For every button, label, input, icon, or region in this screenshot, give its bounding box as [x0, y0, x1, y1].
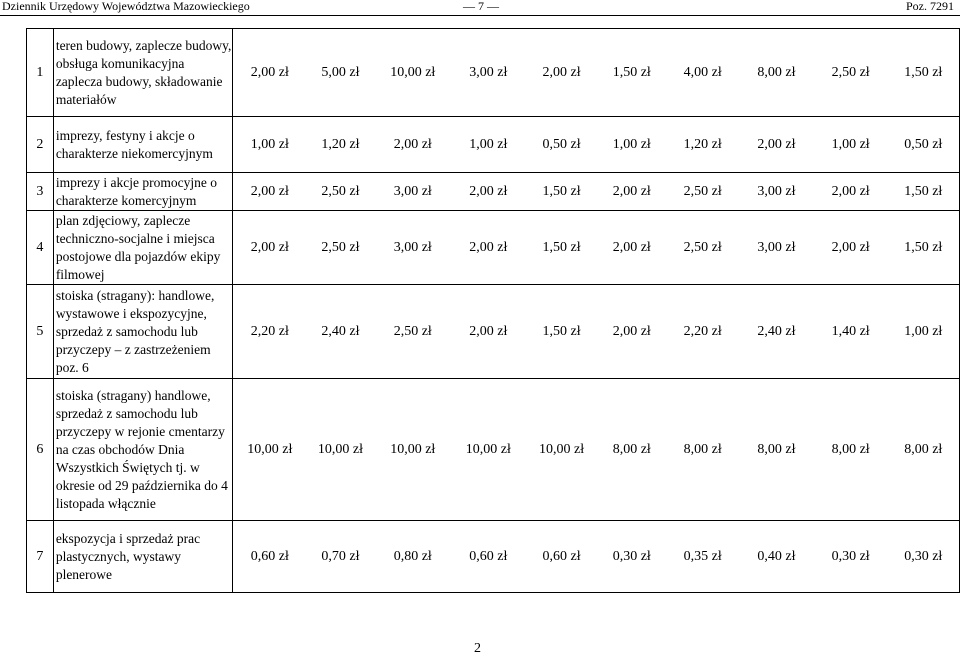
rate-cell: 1,40 zł [814, 285, 888, 379]
rate-cell: 8,00 zł [814, 379, 888, 521]
rate-cell: 2,40 zł [739, 285, 814, 379]
rate-cell: 1,50 zł [597, 29, 666, 117]
rate-cell: 1,20 zł [306, 117, 375, 173]
row-number: 6 [27, 379, 54, 521]
journal-title: Dziennik Urzędowy Województwa Mazowieckiego [2, 0, 250, 13]
rate-cell: 2,50 zł [306, 173, 375, 211]
rate-cell: 2,00 zł [597, 173, 666, 211]
rate-cell: 8,00 zł [739, 29, 814, 117]
row-number: 2 [27, 117, 54, 173]
rates-table [26, 28, 960, 593]
rate-cell: 5,00 zł [306, 29, 375, 117]
position-number: Poz. 7291 [906, 0, 954, 13]
rate-cell: 0,30 zł [597, 521, 666, 593]
page-header [0, 0, 960, 16]
rate-cell: 0,30 zł [814, 521, 888, 593]
rate-cell: 1,00 zł [814, 117, 888, 173]
row-number: 1 [27, 29, 54, 117]
row-description: imprezy, festyny i akcje o charakterze niekomercyjnym [53, 117, 233, 173]
rate-cell: 1,50 zł [526, 173, 597, 211]
rate-cell: 8,00 zł [597, 379, 666, 521]
page-number-header: — 7 — [463, 0, 499, 13]
rate-cell: 2,00 zł [814, 211, 888, 285]
rate-cell: 0,35 zł [666, 521, 739, 593]
rate-cell: 10,00 zł [375, 29, 451, 117]
rate-cell: 2,00 zł [451, 211, 526, 285]
rate-cell: 1,50 zł [888, 211, 960, 285]
rate-cell: 0,60 zł [451, 521, 526, 593]
rate-cell: 3,00 zł [375, 211, 451, 285]
table-row [27, 285, 960, 379]
page-footer-number: 2 [474, 641, 481, 656]
rate-cell: 10,00 zł [306, 379, 375, 521]
rate-cell: 10,00 zł [233, 379, 306, 521]
rate-cell: 2,00 zł [597, 285, 666, 379]
rate-cell: 1,00 zł [597, 117, 666, 173]
rate-cell: 2,50 zł [375, 285, 451, 379]
table-row [27, 29, 960, 117]
rate-cell: 0,50 zł [526, 117, 597, 173]
rate-cell: 2,00 zł [375, 117, 451, 173]
rate-cell: 0,60 zł [526, 521, 597, 593]
rate-cell: 8,00 zł [666, 379, 739, 521]
table-row [27, 173, 960, 211]
rate-cell: 2,00 zł [814, 173, 888, 211]
rate-cell: 0,60 zł [233, 521, 306, 593]
table-row [27, 117, 960, 173]
row-description: stoiska (stragany) handlowe, sprzedaż z samochodu lub przyczepy w rejonie cmentarzy na czas obchodów Dnia Wszystkich Świętych tj. w okresie od 29 października do 4 listopada włącznie [53, 379, 233, 521]
table-row [27, 211, 960, 285]
rate-cell: 1,50 zł [888, 29, 960, 117]
rate-cell: 2,00 zł [451, 285, 526, 379]
rate-cell: 0,80 zł [375, 521, 451, 593]
rate-cell: 2,50 zł [814, 29, 888, 117]
rate-cell: 1,50 zł [526, 285, 597, 379]
rate-cell: 3,00 zł [375, 173, 451, 211]
row-number: 5 [27, 285, 54, 379]
rate-cell: 3,00 zł [739, 211, 814, 285]
rate-cell: 2,00 zł [739, 117, 814, 173]
rate-cell: 3,00 zł [739, 173, 814, 211]
rate-cell: 2,00 zł [233, 173, 306, 211]
rate-cell: 10,00 zł [375, 379, 451, 521]
table-row [27, 379, 960, 521]
rate-cell: 2,00 zł [597, 211, 666, 285]
rate-cell: 0,30 zł [888, 521, 960, 593]
row-number: 3 [27, 173, 54, 211]
rate-cell: 1,20 zł [666, 117, 739, 173]
rate-cell: 1,50 zł [888, 173, 960, 211]
table-row [27, 521, 960, 593]
rate-cell: 0,40 zł [739, 521, 814, 593]
rate-cell: 2,20 zł [666, 285, 739, 379]
row-description: teren budowy, zaplecze budowy, obsługa komunikacyjna zaplecza budowy, składowanie materiałów [53, 29, 233, 117]
rate-cell: 2,20 zł [233, 285, 306, 379]
row-description: stoiska (stragany): handlowe, wystawowe i ekspozycyjne, sprzedaż z samochodu lub przyczepy – z zastrzeżeniem poz. 6 [53, 285, 233, 379]
row-description: ekspozycja i sprzedaż prac plastycznych, wystawy plenerowe [53, 521, 233, 593]
rate-cell: 1,50 zł [526, 211, 597, 285]
rate-cell: 2,00 zł [233, 29, 306, 117]
row-number: 7 [27, 521, 54, 593]
rate-cell: 8,00 zł [888, 379, 960, 521]
rate-cell: 0,70 zł [306, 521, 375, 593]
rate-cell: 2,00 zł [526, 29, 597, 117]
rate-cell: 2,50 zł [666, 173, 739, 211]
row-description: imprezy i akcje promocyjne o charakterze komercyjnym [53, 173, 233, 211]
rate-cell: 2,40 zł [306, 285, 375, 379]
rate-cell: 2,50 zł [666, 211, 739, 285]
rate-cell: 1,00 zł [888, 285, 960, 379]
rate-cell: 10,00 zł [526, 379, 597, 521]
rate-cell: 10,00 zł [451, 379, 526, 521]
rate-cell: 2,50 zł [306, 211, 375, 285]
rate-cell: 2,00 zł [233, 211, 306, 285]
rate-cell: 0,50 zł [888, 117, 960, 173]
rate-cell: 2,00 zł [451, 173, 526, 211]
rate-cell: 3,00 zł [451, 29, 526, 117]
row-description: plan zdjęciowy, zaplecze techniczno-socjalne i miejsca postojowe dla pojazdów ekipy filmowej [53, 211, 233, 285]
rate-cell: 1,00 zł [233, 117, 306, 173]
row-number: 4 [27, 211, 54, 285]
rate-cell: 1,00 zł [451, 117, 526, 173]
rate-cell: 4,00 zł [666, 29, 739, 117]
rate-cell: 8,00 zł [739, 379, 814, 521]
